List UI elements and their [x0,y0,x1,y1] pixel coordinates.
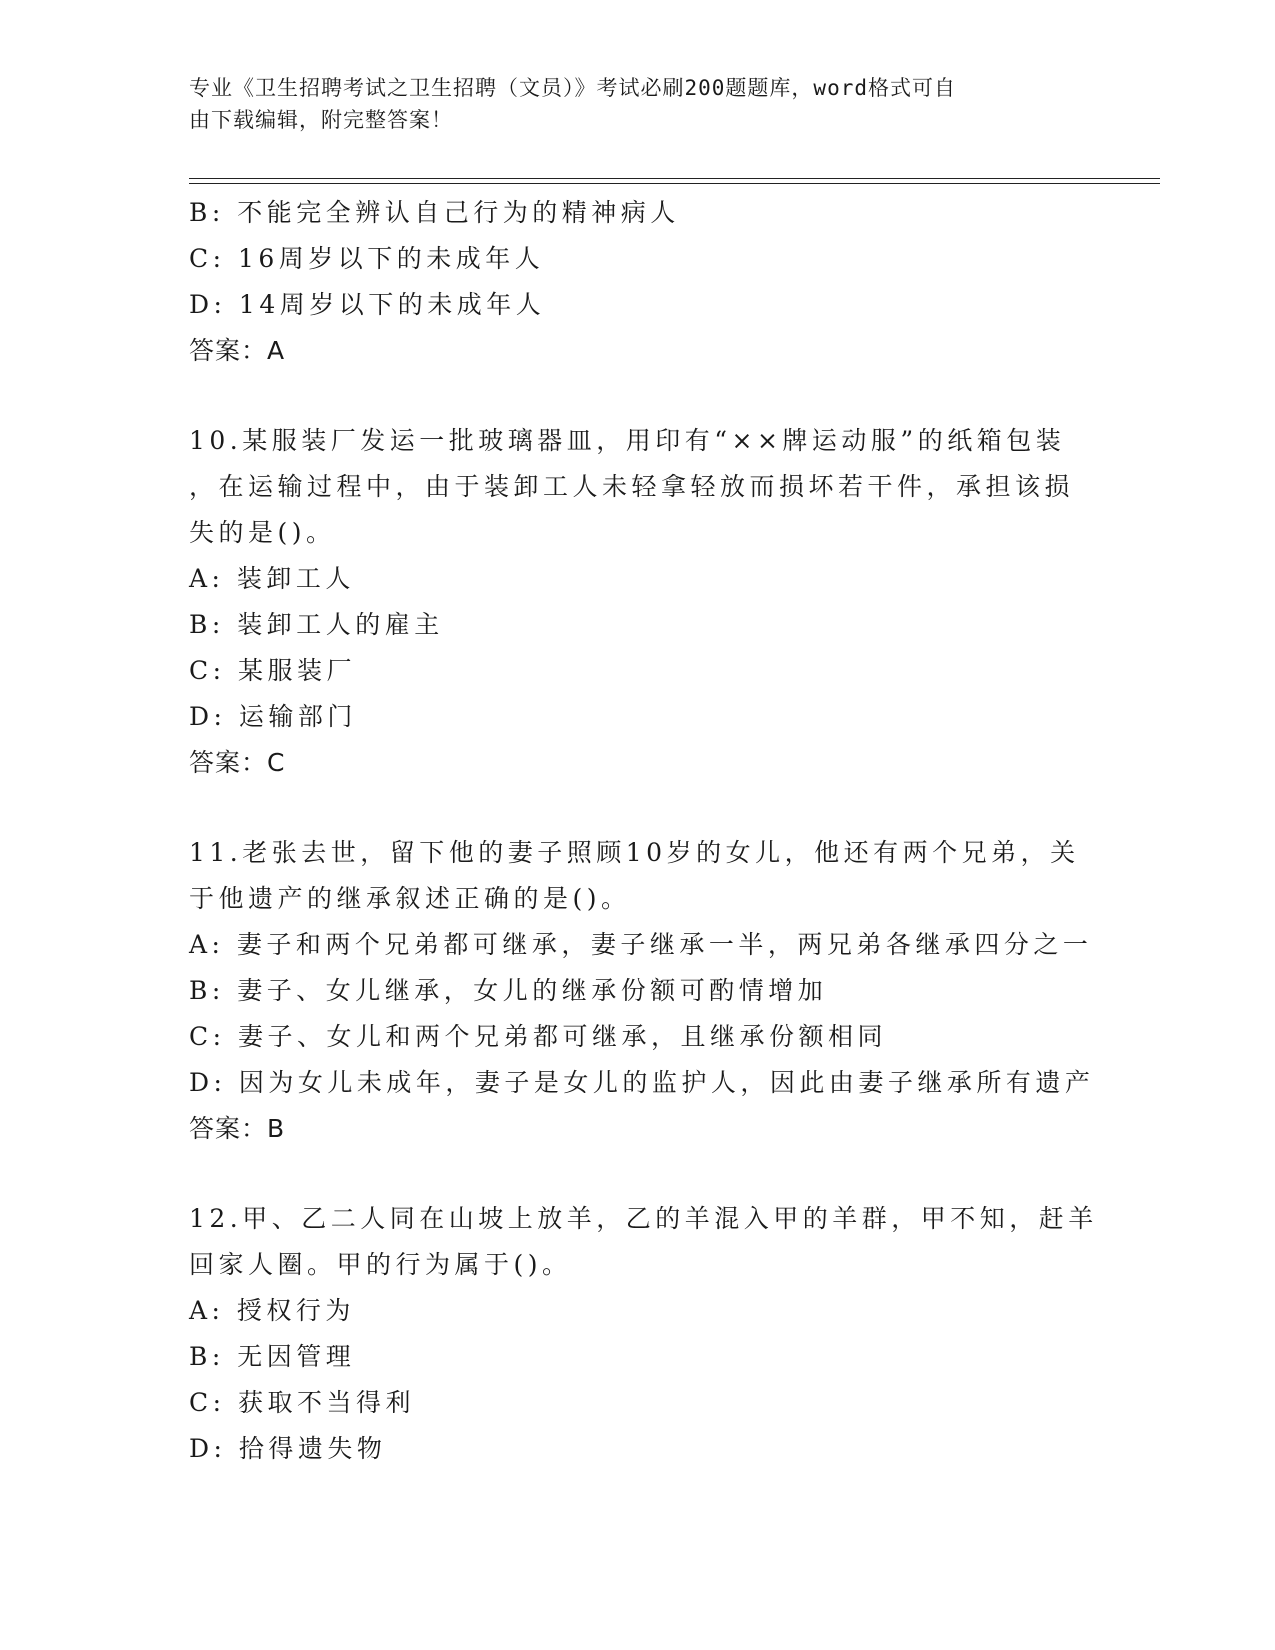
question-9 [189,190,1089,374]
question-stem: 失的是()。 [189,518,336,547]
question-stem: ，在运输过程中，由于装卸工人未轻拿轻放而损坏若干件，承担该损 [189,472,1075,501]
header-divider-top [189,178,1160,179]
question-stem: 10.某服装厂发运一批玻璃器皿，用印有“××牌运动服”的纸箱包装 [189,426,1066,455]
header-line-2: 由下载编辑，附完整答案！ [189,108,453,132]
option-a: A: 妻子和两个兄弟都可继承，妻子继承一半，两兄弟各继承四分之一 [189,930,1093,959]
question-12 [189,1196,1098,1472]
question-11 [189,830,1095,1152]
option-d: D: 拾得遗失物 [189,1434,387,1463]
question-stem: 12.甲、乙二人同在山坡上放羊，乙的羊混入甲的羊群，甲不知，赶羊 [189,1204,1098,1233]
option-c: C: 获取不当得利 [189,1388,415,1417]
spacer [189,786,1089,830]
question-list [189,190,1098,1472]
option-d: D: 因为女儿未成年，妻子是女儿的监护人，因此由妻子继承所有遗产 [189,1068,1095,1097]
header-divider-bottom [189,183,1160,184]
answer-label: 答案：B [189,1114,286,1143]
option-c: C: 16周岁以下的未成年人 [189,244,545,273]
option-b: B: 妻子、女儿继承，女儿的继承份额可酌情增加 [189,976,828,1005]
option-d: D: 运输部门 [189,702,357,731]
question-10 [189,418,1089,786]
answer-label: 答案：A [189,336,286,365]
question-stem: 11.老张去世，留下他的妻子照顾10岁的女儿，他还有两个兄弟，关 [189,838,1080,867]
option-b: B: 装卸工人的雇主 [189,610,444,639]
question-stem: 回家人圈。甲的行为属于()。 [189,1250,572,1279]
option-a: A: 装卸工人 [189,564,355,593]
option-c: C: 妻子、女儿和两个兄弟都可继承，且继承份额相同 [189,1022,888,1051]
option-a: A: 授权行为 [189,1296,355,1325]
option-b: B: 不能完全辨认自己行为的精神病人 [189,198,680,227]
question-stem: 于他遗产的继承叙述正确的是()。 [189,884,631,913]
document-header [189,72,1069,136]
answer-label: 答案：C [189,748,286,777]
spacer [189,1152,1089,1196]
spacer [189,374,1089,418]
option-b: B: 无因管理 [189,1342,356,1371]
option-c: C: 某服装厂 [189,656,356,685]
option-d: D: 14周岁以下的未成年人 [189,290,546,319]
header-line-1: 专业《卫生招聘考试之卫生招聘（文员）》考试必刷200题题库，word格式可自 [189,76,956,100]
